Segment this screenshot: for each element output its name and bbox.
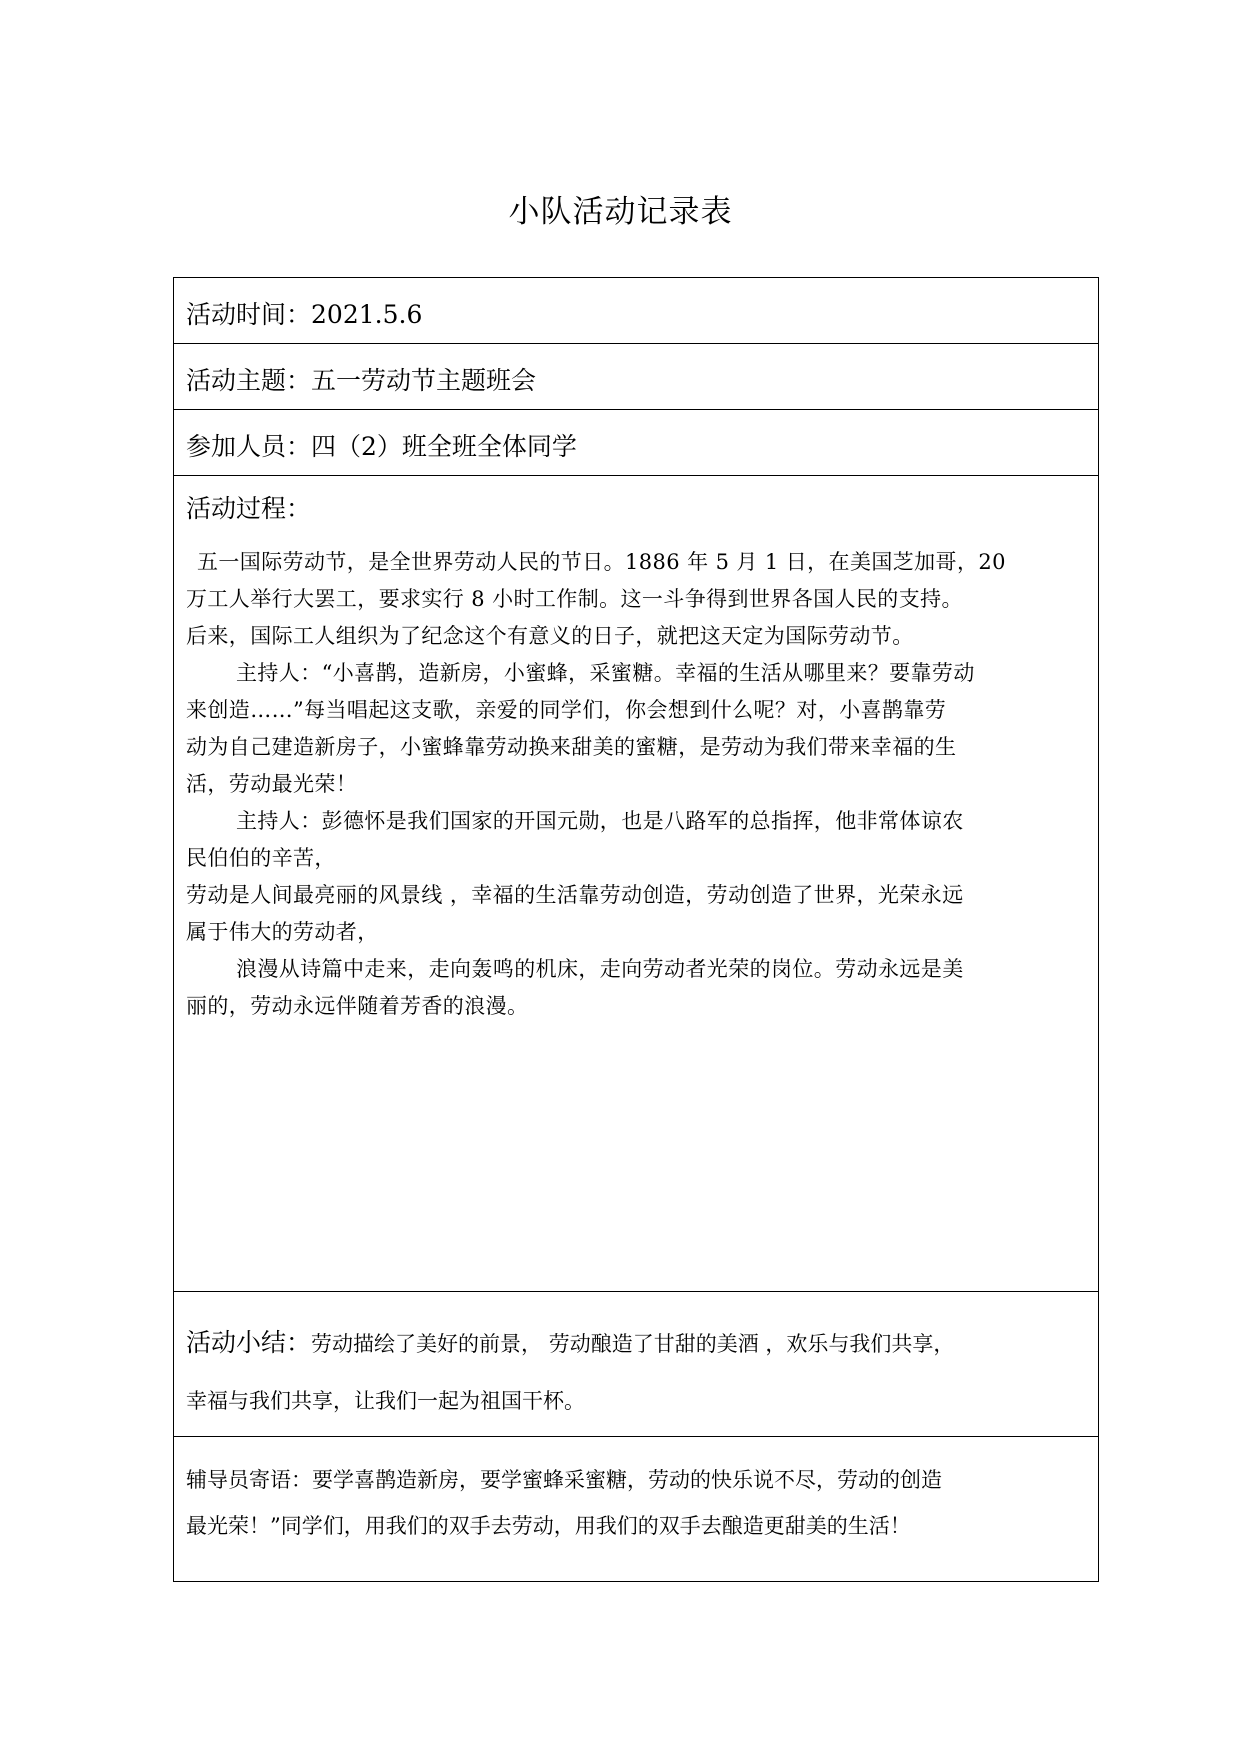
participants-row xyxy=(174,410,1098,476)
activity-process-label: 活动过程： xyxy=(186,494,312,523)
participants-field xyxy=(186,427,577,463)
activity-time-label: 活动时间： xyxy=(186,300,312,329)
advisor-message-line-1: 辅导员寄语：要学喜鹊造新房，要学蜜蜂采蜜糖，劳动的快乐说不尽，劳动的创造 xyxy=(186,1468,942,1492)
activity-theme-label: 活动主题： xyxy=(186,366,312,395)
summary-line-1-text: 劳动描绘了美好的前景， 劳动酿造了甘甜的美酒 ，欢乐与我们共享， xyxy=(311,1332,955,1356)
activity-time-field xyxy=(186,295,422,331)
activity-time-row xyxy=(174,278,1098,344)
advisor-message-line-2: 最光荣！”同学们，用我们的双手去劳动，用我们的双手去酿造更甜美的生活！ xyxy=(186,1514,911,1538)
process-line: 万工人举行大罢工，要求实行 8 小时工作制。这一斗争得到世界各国人民的支持。 xyxy=(186,587,963,611)
advisor-message-row xyxy=(174,1437,1098,1581)
activity-summary-text xyxy=(186,1314,1092,1430)
activity-theme-value: 五一劳动节主题班会 xyxy=(311,366,537,395)
process-line: 来创造……”每当唱起这支歌，亲爱的同学们，你会想到什么呢？对，小喜鹊靠劳 xyxy=(186,698,947,722)
process-line: 活，劳动最光荣！ xyxy=(186,772,358,796)
activity-record-table xyxy=(173,277,1099,1582)
process-line: 动为自己建造新房子，小蜜蜂靠劳动换来甜美的蜜糖，是劳动为我们带来幸福的生 xyxy=(186,735,957,759)
summary-line-2: 幸福与我们共享，让我们一起为祖国干杯。 xyxy=(186,1389,585,1413)
activity-process-row xyxy=(174,476,1098,1292)
process-line: 属于伟大的劳动者， xyxy=(186,920,379,944)
advisor-message-text xyxy=(186,1457,1092,1549)
activity-summary-row xyxy=(174,1292,1098,1437)
activity-time-value: 2021.5.6 xyxy=(311,300,423,329)
summary-line-1 xyxy=(186,1314,1092,1373)
page-title: 小队活动记录表 xyxy=(508,194,733,230)
process-line: 后来，国际工人组织为了纪念这个有意义的日子，就把这天定为国际劳动节。 xyxy=(186,624,914,648)
process-line: 主持人：彭德怀是我们国家的开国元勋，也是八路军的总指挥，他非常体谅农 xyxy=(236,809,964,833)
participants-label: 参加人员： xyxy=(186,432,312,461)
process-line: 浪漫从诗篇中走来，走向轰鸣的机床，走向劳动者光荣的岗位。劳动永远是美 xyxy=(236,957,964,981)
process-line: 五一国际劳动节，是全世界劳动人民的节日。1886 年 5 月 1 日，在美国芝加哥，20 xyxy=(197,550,1006,574)
activity-summary-label: 活动小结： xyxy=(186,1328,312,1357)
process-line: 丽的，劳动永远伴随着芳香的浪漫。 xyxy=(186,994,529,1018)
activity-process-body xyxy=(186,544,1092,1025)
process-line: 民伯伯的辛苦， xyxy=(186,846,336,870)
process-line: 劳动是人间最亮丽的风景线 ，幸福的生活靠劳动创造，劳动创造了世界，光荣永远 xyxy=(186,883,964,907)
process-line: 主持人：“小喜鹊，造新房，小蜜蜂，采蜜糖。幸福的生活从哪里来？要靠劳动 xyxy=(236,661,975,685)
activity-theme-field xyxy=(186,361,536,397)
activity-theme-row xyxy=(174,344,1098,410)
participants-value: 四（2）班全班全体同学 xyxy=(311,432,577,461)
